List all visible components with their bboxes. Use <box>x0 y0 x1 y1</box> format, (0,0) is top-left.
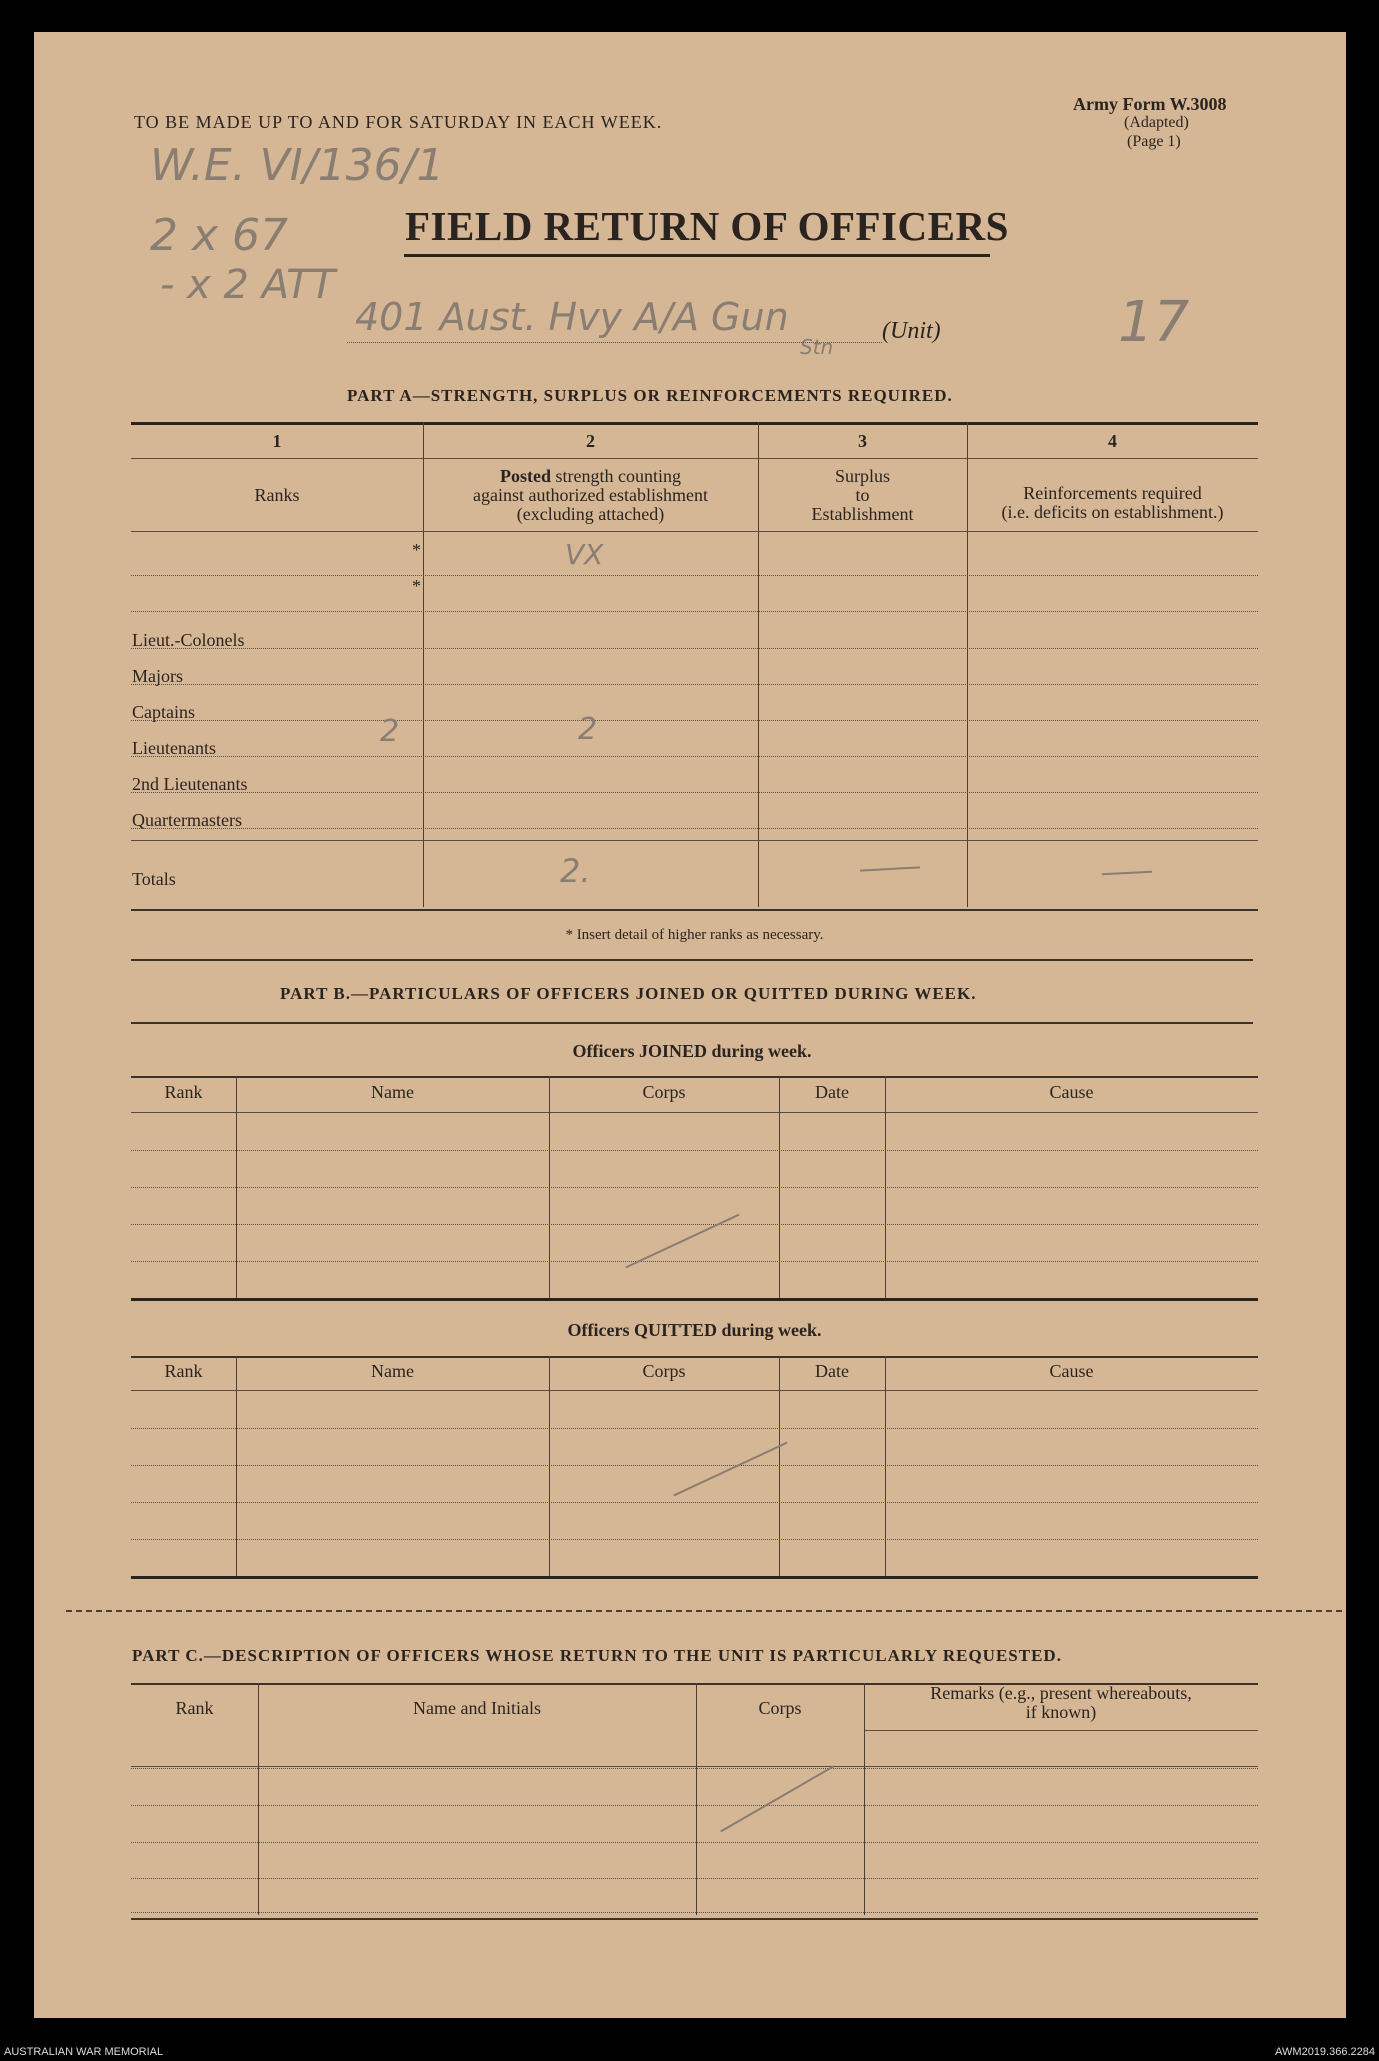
form-number: Army Form W.3008 <box>1073 94 1227 114</box>
unit-label: (Unit) <box>882 318 941 344</box>
quitted-row-rule <box>131 1539 1258 1540</box>
unit-dotted-line <box>347 342 882 343</box>
joined-row-rule <box>131 1150 1258 1151</box>
joined-row-rule <box>131 1224 1258 1225</box>
joined-col-name: Name <box>371 1082 414 1102</box>
col-number-3: 3 <box>858 431 867 451</box>
rank-lieut-colonels: Lieut.-Colonels <box>132 630 245 650</box>
col-header-posted-l3: (excluding attached) <box>516 504 665 524</box>
part-a-footnote-rule <box>131 959 1253 961</box>
part-a-header-rule <box>131 531 1258 532</box>
joined-title: Officers JOINED during week. <box>572 1041 812 1061</box>
col-header-reinforcements <box>967 484 1258 522</box>
totals-label: Totals <box>132 869 176 889</box>
part-c-title: PART C.—DESCRIPTION OF OFFICERS WHOSE RETURN TO THE UNIT IS PARTICULARLY REQUESTED. <box>132 1646 1062 1665</box>
part-c-remarks-rule <box>864 1730 1258 1731</box>
rank-quartermasters: Quartermasters <box>132 810 242 830</box>
part-a-top-rule <box>131 422 1258 425</box>
col-header-reinf-l1: Reinforcements required <box>1023 483 1202 503</box>
col-number-1: 1 <box>272 431 282 451</box>
quitted-row-rule <box>131 1465 1258 1466</box>
handwritten-page-number: 17 <box>1118 290 1190 355</box>
part-b-top-rule <box>131 1022 1253 1024</box>
col-number-2: 2 <box>586 431 595 451</box>
part-c-row-rule <box>131 1912 1258 1913</box>
part-c-vline <box>864 1683 865 1915</box>
form-title: FIELD RETURN OF OFFICERS <box>405 203 1009 249</box>
rank-row-rule <box>131 720 1258 721</box>
rank-majors: Majors <box>132 666 183 686</box>
col-number-4: 4 <box>1108 431 1117 451</box>
rank-row-rule <box>131 756 1258 757</box>
joined-header-top-rule <box>131 1076 1258 1078</box>
joined-col-cause: Cause <box>1049 1082 1094 1102</box>
handwritten-vx: VX <box>565 538 604 571</box>
rank-row-rule <box>131 611 1258 612</box>
joined-row-rule <box>131 1187 1258 1188</box>
part-c-row-rule <box>131 1768 1258 1769</box>
archive-accession-number: AWM2019.366.2284 <box>1275 2046 1375 2058</box>
handwritten-total-posted: 2. <box>560 852 591 890</box>
quitted-vline <box>885 1356 886 1576</box>
part-c-col-corps: Corps <box>758 1698 802 1718</box>
joined-header-bottom-rule <box>131 1112 1258 1113</box>
handwritten-calc-1: 2 x 67 <box>150 210 288 261</box>
col-header-posted-bold: Posted <box>500 466 551 486</box>
part-c-vline <box>696 1683 697 1915</box>
part-c-col-remarks <box>864 1684 1258 1722</box>
archive-credit: AUSTRALIAN WAR MEMORIAL <box>4 2046 164 2058</box>
quitted-vline <box>236 1356 237 1576</box>
rank-row-rule <box>131 575 1258 576</box>
quitted-vline <box>779 1356 780 1576</box>
perforation-line <box>66 1610 1342 1612</box>
col-header-posted-l1: strength counting <box>551 466 681 486</box>
col-header-surplus <box>758 467 967 524</box>
part-b-title: PART B.—PARTICULARS OF OFFICERS JOINED OR QUITTED DURING WEEK. <box>280 984 977 1003</box>
part-a-title: PART A—STRENGTH, SURPLUS OR REINFORCEMENTS REQUIRED. <box>347 386 953 405</box>
col-header-surplus-l3: Establishment <box>811 504 914 524</box>
quitted-title: Officers QUITTED during week. <box>567 1320 822 1340</box>
joined-col-corps: Corps <box>642 1082 686 1102</box>
quitted-header-bottom-rule <box>131 1390 1258 1391</box>
part-c-col-remarks-l1: Remarks (e.g., present whereabouts, <box>930 1683 1192 1703</box>
quitted-bottom-rule <box>131 1576 1258 1579</box>
form-adapted: (Adapted) <box>1124 114 1189 131</box>
rank-captains: Captains <box>132 702 195 722</box>
asterisk-row-2: * <box>412 576 421 596</box>
quitted-col-rank: Rank <box>164 1361 203 1381</box>
part-c-col-remarks-l2: if known) <box>1025 1702 1097 1722</box>
handwritten-calc-2: - x 2 ATT <box>160 262 336 308</box>
joined-col-date: Date <box>815 1082 849 1102</box>
col-header-posted <box>423 467 758 524</box>
quitted-col-cause: Cause <box>1049 1361 1094 1381</box>
col-header-ranks: Ranks <box>254 485 300 505</box>
title-underline <box>404 254 990 257</box>
part-c-row-rule <box>131 1878 1258 1879</box>
quitted-col-corps: Corps <box>642 1361 686 1381</box>
col-header-posted-l2: against authorized establishment <box>473 485 708 505</box>
handwritten-we-ref: W.E. VI/136/1 <box>150 140 445 191</box>
rank-row-rule <box>131 828 1258 829</box>
joined-row-rule <box>131 1261 1258 1262</box>
part-c-bottom-rule <box>131 1918 1258 1920</box>
asterisk-row-1: * <box>412 540 421 560</box>
rank-row-rule <box>131 684 1258 685</box>
col-header-reinf-l2: (i.e. deficits on establishment.) <box>1001 502 1224 522</box>
quitted-col-name: Name <box>371 1361 414 1381</box>
rank-row-rule <box>131 792 1258 793</box>
part-a-bottom-rule <box>131 909 1258 911</box>
joined-bottom-rule <box>131 1298 1258 1301</box>
quitted-header-top-rule <box>131 1356 1258 1358</box>
part-a-number-rule <box>131 458 1258 459</box>
part-c-col-rank: Rank <box>175 1698 214 1718</box>
quitted-row-rule <box>131 1502 1258 1503</box>
part-a-footnote: * Insert detail of higher ranks as necessary. <box>565 927 824 943</box>
rank-2nd-lieutenants: 2nd Lieutenants <box>132 774 248 794</box>
part-c-row-rule <box>131 1805 1258 1806</box>
part-c-vline <box>258 1683 259 1915</box>
quitted-row-rule <box>131 1428 1258 1429</box>
part-c-row-rule <box>131 1842 1258 1843</box>
part-c-header-bottom-rule <box>131 1766 1258 1767</box>
col-header-surplus-l2: to <box>855 485 870 505</box>
col-header-surplus-l1: Surplus <box>834 466 890 486</box>
joined-col-rank: Rank <box>164 1082 203 1102</box>
rank-row-rule <box>131 648 1258 649</box>
handwritten-unit-stn: Stn <box>800 335 834 359</box>
part-a-totals-rule <box>131 840 1258 841</box>
quitted-col-date: Date <box>815 1361 849 1381</box>
quitted-vline <box>549 1356 550 1576</box>
handwritten-lieut-count-ranks: 2 <box>380 714 400 749</box>
handwritten-unit-name: 401 Aust. Hvy A/A Gun <box>355 295 789 339</box>
part-c-col-name: Name and Initials <box>413 1698 541 1718</box>
rank-lieutenants: Lieutenants <box>132 738 216 758</box>
handwritten-lieut-count-posted: 2 <box>578 712 598 747</box>
form-instruction: TO BE MADE UP TO AND FOR SATURDAY IN EACH WEEK. <box>134 112 663 132</box>
form-page-label: (Page 1) <box>1127 133 1181 150</box>
